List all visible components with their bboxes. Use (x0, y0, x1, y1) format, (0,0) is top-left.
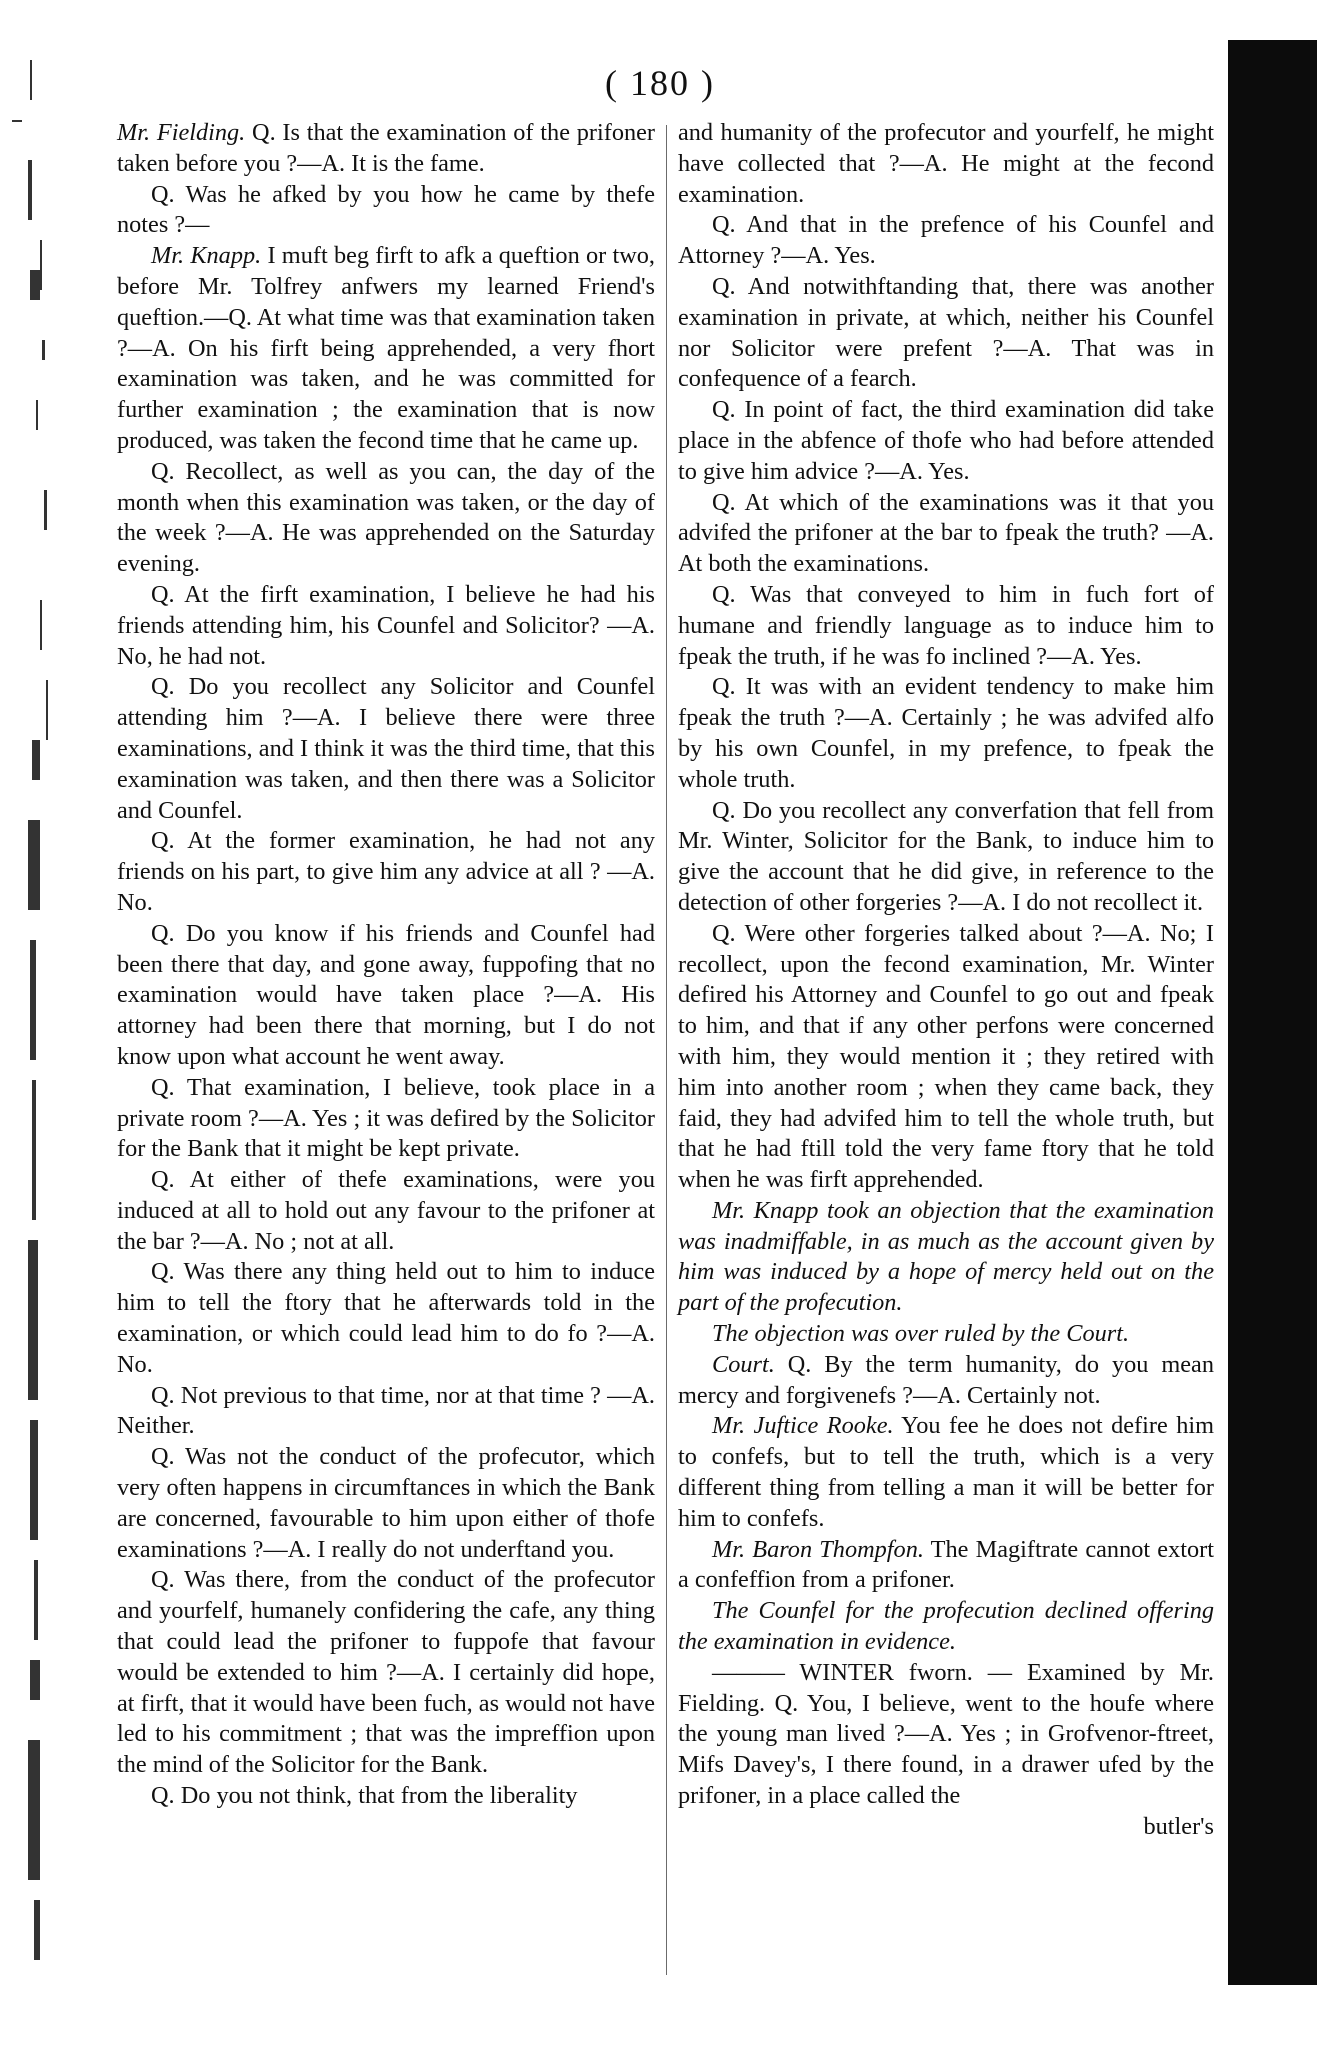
paragraph (117, 1565, 655, 1781)
paragraph (678, 210, 1214, 272)
paragraph (678, 919, 1214, 1196)
catchword: butler's (1143, 1812, 1214, 1840)
speaker-name: Mr. Juftice Rooke. (712, 1412, 894, 1440)
page-number: ( 180 ) (605, 63, 715, 103)
paragraph-text: The objection was over ruled by the Court. (712, 1320, 1130, 1348)
paragraph (678, 1596, 1214, 1658)
paragraph-text: Q. It was with an evident tendency to make him fpeak the truth ?—A. Certainly ; he was advifed alfo by his own Counfel, in my prefence, to fpeak the whole truth. (678, 673, 1214, 793)
paragraph (117, 1381, 655, 1443)
paragraph-text: Q. Were other forgeries talked about ?—A. No; I recollect, upon the fecond examination, Mr. Winter defired his Attorney and Counfel to go out and fpeak to him, and that if any other perfons were concerned with him, they would mention it ; they retired with him into another room ; when they came back, they faid, they had advifed him to tell the whole truth, but that he had ftill told the very fame ftory that he told when he was firft apprehended. (678, 919, 1214, 1194)
paragraph (117, 1781, 655, 1812)
paragraph-text: Q. Was that conveyed to him in fuch fort of humane and friendly language as to induce him to fpeak the truth, if he was fo inclined ?—A. Yes. (678, 580, 1214, 670)
paragraph (678, 580, 1214, 672)
paragraph (678, 1411, 1214, 1534)
paragraph-text: The Magiftrate cannot extort a confeffion from a prifoner. (678, 1535, 1214, 1594)
paragraph-text: ——— WINTER fworn. — Examined by Mr. Fielding. Q. You, I believe, went to the houfe where the young man lived ?—A. Yes ; in Grofvenor-ftreet, Mifs Davey's, I there found, in a drawer ufed by the prifoner, in a place called the (678, 1658, 1214, 1810)
paragraph (117, 457, 655, 580)
paragraph-text: Q. Was there, from the conduct of the profecutor and yourfelf, humanely confidering the cafe, any thing that could lead the prifoner to fuppofe that favour would be extended to him ?—A. I certainly did hope, at firft, that it would have been fuch, as would not have led to his commitment ; that was the impreffion upon the mind of the Solicitor for the Bank. (117, 1566, 655, 1779)
paragraph (117, 241, 655, 457)
paragraph-text: Q. Do you know if his friends and Counfel had been there that day, and gone away, fuppofing that no examination would have taken place ?—A. His attorney had been there that morning, but I do not know upon what account he went away. (117, 919, 655, 1070)
paragraph (117, 672, 655, 826)
paragraph (678, 1196, 1214, 1319)
paragraph (117, 1073, 655, 1165)
paragraph (678, 395, 1214, 487)
paragraph (678, 796, 1214, 919)
paragraph (678, 1535, 1214, 1597)
scan-edge-shadow (1228, 40, 1317, 1985)
paragraph-text: Q. Do you not think, that from the liberality (151, 1782, 578, 1810)
paragraph-text: Q. Recollect, as well as you can, the day of the month when this examination was taken, or the day of the week ?—A. He was apprehended on the Saturday evening. (117, 457, 655, 578)
right-column (678, 118, 1214, 1843)
column-divider (666, 125, 667, 1975)
paragraph (117, 580, 655, 672)
left-column (117, 118, 655, 1812)
paragraph (678, 488, 1214, 580)
paragraph (678, 672, 1214, 795)
paragraph-text: Q. That examination, I believe, took place in a private room ?—A. Yes ; it was defired by the Solicitor for the Bank that it might be kept private. (117, 1073, 655, 1163)
paragraph-text: Q. Was he afked by you how he came by thefe notes ?— (117, 180, 655, 239)
paragraph-text: Q. At the former examination, he had not any friends on his part, to give him any advice at all ? —A. No. (117, 827, 655, 916)
paragraph-text: Q. At the firft examination, I believe he had his friends attending him, his Counfel and Solicitor? —A. No, he had not. (117, 580, 655, 670)
binding-edge-marks (0, 40, 66, 2000)
paragraph-text: Q. Was not the conduct of the profecutor, which very often happens in circumftances in which the Bank are concerned, favourable to him upon either of thofe examinations ?—A. I really do not underftand you. (117, 1443, 655, 1563)
paragraph-text: Q. In point of fact, the third examination did take place in the abfence of thofe who had before attended to give him advice ?—A. Yes. (678, 396, 1214, 485)
paragraph-text: Q. Do you recollect any converfation that fell from Mr. Winter, Solicitor for the Bank, to induce him to give the account that he did give, in reference to the detection of other forgeries ?—A. I do not recollect it. (678, 796, 1214, 916)
speaker-name: Mr. Fielding. (117, 119, 246, 146)
paragraph (678, 1350, 1214, 1412)
paragraph (678, 272, 1214, 395)
paragraph (678, 1658, 1214, 1812)
margin-smudges (0, 40, 66, 2000)
paragraph (678, 1319, 1214, 1350)
paragraph-text: Mr. Knapp took an objection that the examination was inadmiffable, in as much as the account given by him was induced by a hope of mercy held out on the part of the profecution. (678, 1196, 1214, 1317)
paragraph (117, 826, 655, 918)
paragraph-text: and humanity of the profecutor and yourfelf, he might have collected that ?—A. He might at the fecond examination. (678, 119, 1214, 208)
paragraph-text: You fee he does not defire him to confefs, but to tell the truth, which is a very different thing from telling a man it will be better for him to confefs. (678, 1412, 1214, 1532)
paragraph (117, 180, 655, 242)
paragraph-text: Q. Do you recollect any Solicitor and Counfel attending him ?—A. I believe there were three examinations, and I think it was the third time, that this examination was taken, and then there was a Solicitor and Counfel. (117, 673, 655, 824)
paragraph-text: I muft beg firft to afk a queftion or two, before Mr. Tolfrey anfwers my learned Friend's queftion.—Q. At what time was that examination taken ?—A. On his firft being apprehended, a very fhort examination was taken, and he was committed for further examination ; the examination that is now produced, was taken the fecond time that he came up. (117, 242, 655, 454)
paragraph (117, 919, 655, 1073)
paragraph-text: Q. And that in the prefence of his Counfel and Attorney ?—A. Yes. (678, 211, 1214, 270)
paragraph (678, 118, 1214, 210)
paragraph-text: The Counfel for the profecution declined offering the examination in evidence. (678, 1597, 1214, 1656)
paragraph-text: Q. By the term humanity, do you mean mercy and forgivenefs ?—A. Certainly not. (678, 1350, 1214, 1409)
paragraph (117, 1165, 655, 1257)
paragraph (117, 1442, 655, 1565)
paragraph (117, 1257, 655, 1380)
speaker-name: Mr. Knapp. (151, 242, 262, 270)
paragraph-text: Q. At which of the examinations was it that you advifed the prifoner at the bar to fpeak the truth? —A. At both the examinations. (678, 488, 1214, 578)
paragraph (117, 118, 655, 180)
paragraph-text: Q. Not previous to that time, nor at that time ? —A. Neither. (117, 1381, 655, 1440)
paragraph-text: Q. Is that the examination of the prifoner taken before you ?—A. It is the fame. (117, 119, 656, 177)
paragraph-text: Q. At either of thefe examinations, were you induced at all to hold out any favour to the prifoner at the bar ?—A. No ; not at all. (117, 1166, 655, 1255)
speaker-name: Mr. Baron Thompfon. (712, 1535, 924, 1563)
paragraph-text: Q. Was there any thing held out to him to induce him to tell the ftory that he afterwards told in the examination, or which could lead him to do fo ?—A. No. (117, 1258, 655, 1378)
paragraph-text: Q. And notwithftanding that, there was another examination in private, at which, neither his Counfel nor Solicitor were prefent ?—A. That was in confequence of a fearch. (678, 272, 1214, 393)
speaker-name: Court. (712, 1350, 775, 1378)
